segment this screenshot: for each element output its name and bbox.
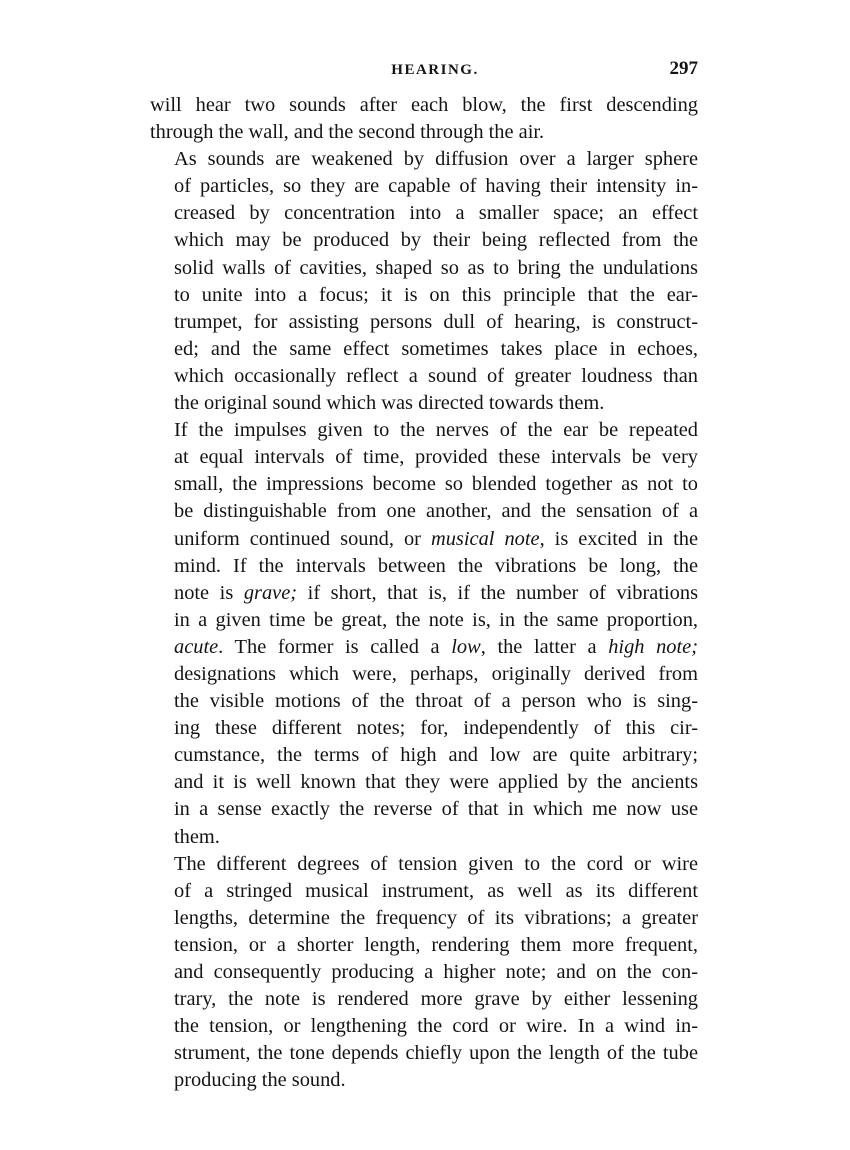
text-line: cumstance, the terms of high and low are quite arbitrary; xyxy=(174,744,698,767)
paragraph xyxy=(150,92,698,146)
text-line: be distinguishable from one another, and the sensation of a xyxy=(174,500,698,523)
text-line: small, the impressions become so blended together as not to xyxy=(174,473,698,496)
text-line: If the impulses given to the nerves of the ear be repeated xyxy=(174,419,698,442)
text-line: ed; and the same effect sometimes takes place in echoes, xyxy=(174,337,698,360)
italic-term: acute xyxy=(174,635,219,658)
text-line: acute. The former is called a low, the latter a high note; xyxy=(174,635,698,658)
text-line: lengths, determine the frequency of its vibrations; a greater xyxy=(174,906,698,929)
text-line: will hear two sounds after each blow, the first descending xyxy=(150,94,698,116)
text-line: them. xyxy=(174,825,220,848)
italic-term: high note; xyxy=(608,635,698,658)
text-line: uniform continued sound, or musical note, is excited in the xyxy=(174,527,698,550)
italic-term: musical note xyxy=(431,527,540,550)
text-line: note is grave; if short, that is, if the number of vibrations xyxy=(174,581,699,604)
text-line: of a stringed musical instrument, as well as its different xyxy=(174,879,698,902)
text-line: The different degrees of tension given to the cord or wire xyxy=(174,852,698,875)
text-line: and consequently producing a higher note; and on the con- xyxy=(174,961,698,983)
running-head xyxy=(150,58,698,92)
text-line: trary, the note is rendered more grave by either lessening xyxy=(174,988,698,1011)
book-page xyxy=(150,58,698,1094)
text-line: in a sense exactly the reverse of that in which me now use xyxy=(174,798,698,821)
text-line: creased by concentration into a smaller space; an effect xyxy=(174,202,698,225)
text-line: the visible motions of the throat of a person who is sing- xyxy=(174,690,698,713)
text-line: the tension, or lengthening the cord or wire. In a wind in- xyxy=(174,1015,698,1038)
text-line: tension, or a shorter length, rendering them more frequent, xyxy=(174,933,698,956)
text-line: trumpet, for assisting persons dull of hearing, is construct- xyxy=(174,310,698,333)
text-line: ing these different notes; for, independently of this cir- xyxy=(174,717,698,740)
text-line: to unite into a focus; it is on this principle that the ear- xyxy=(174,283,698,306)
running-title: HEARING. xyxy=(391,62,479,78)
paragraph xyxy=(150,146,698,417)
text-line: which occasionally reflect a sound of greater loudness than xyxy=(174,364,698,387)
text-line: at equal intervals of time, provided these intervals be very xyxy=(174,446,698,469)
text-line: which may be produced by their being reflected from the xyxy=(174,229,698,252)
paragraph xyxy=(150,851,698,1095)
text-line: the original sound which was directed towards them. xyxy=(174,392,605,415)
text-line: As sounds are weakened by diffusion over a larger sphere xyxy=(174,148,698,171)
text-line: and it is well known that they were applied by the ancients xyxy=(174,771,698,794)
page-number: 297 xyxy=(669,58,698,79)
text-line: through the wall, and the second through the air. xyxy=(150,121,545,144)
paragraph xyxy=(150,417,698,851)
text-line: strument, the tone depends chiefly upon the length of the tube xyxy=(174,1042,698,1065)
text-line: solid walls of cavities, shaped so as to bring the undulations xyxy=(174,256,698,279)
body-text xyxy=(150,92,698,1094)
text-line: designations which were, perhaps, originally derived from xyxy=(174,662,698,685)
text-line: of particles, so they are capable of having their intensity in- xyxy=(174,175,698,198)
italic-term: grave; xyxy=(243,581,298,604)
text-line: mind. If the intervals between the vibrations be long, the xyxy=(174,554,698,577)
text-line: producing the sound. xyxy=(174,1069,346,1092)
text-line: in a given time be great, the note is, in the same proportion, xyxy=(174,608,698,631)
italic-term: low xyxy=(451,635,481,658)
